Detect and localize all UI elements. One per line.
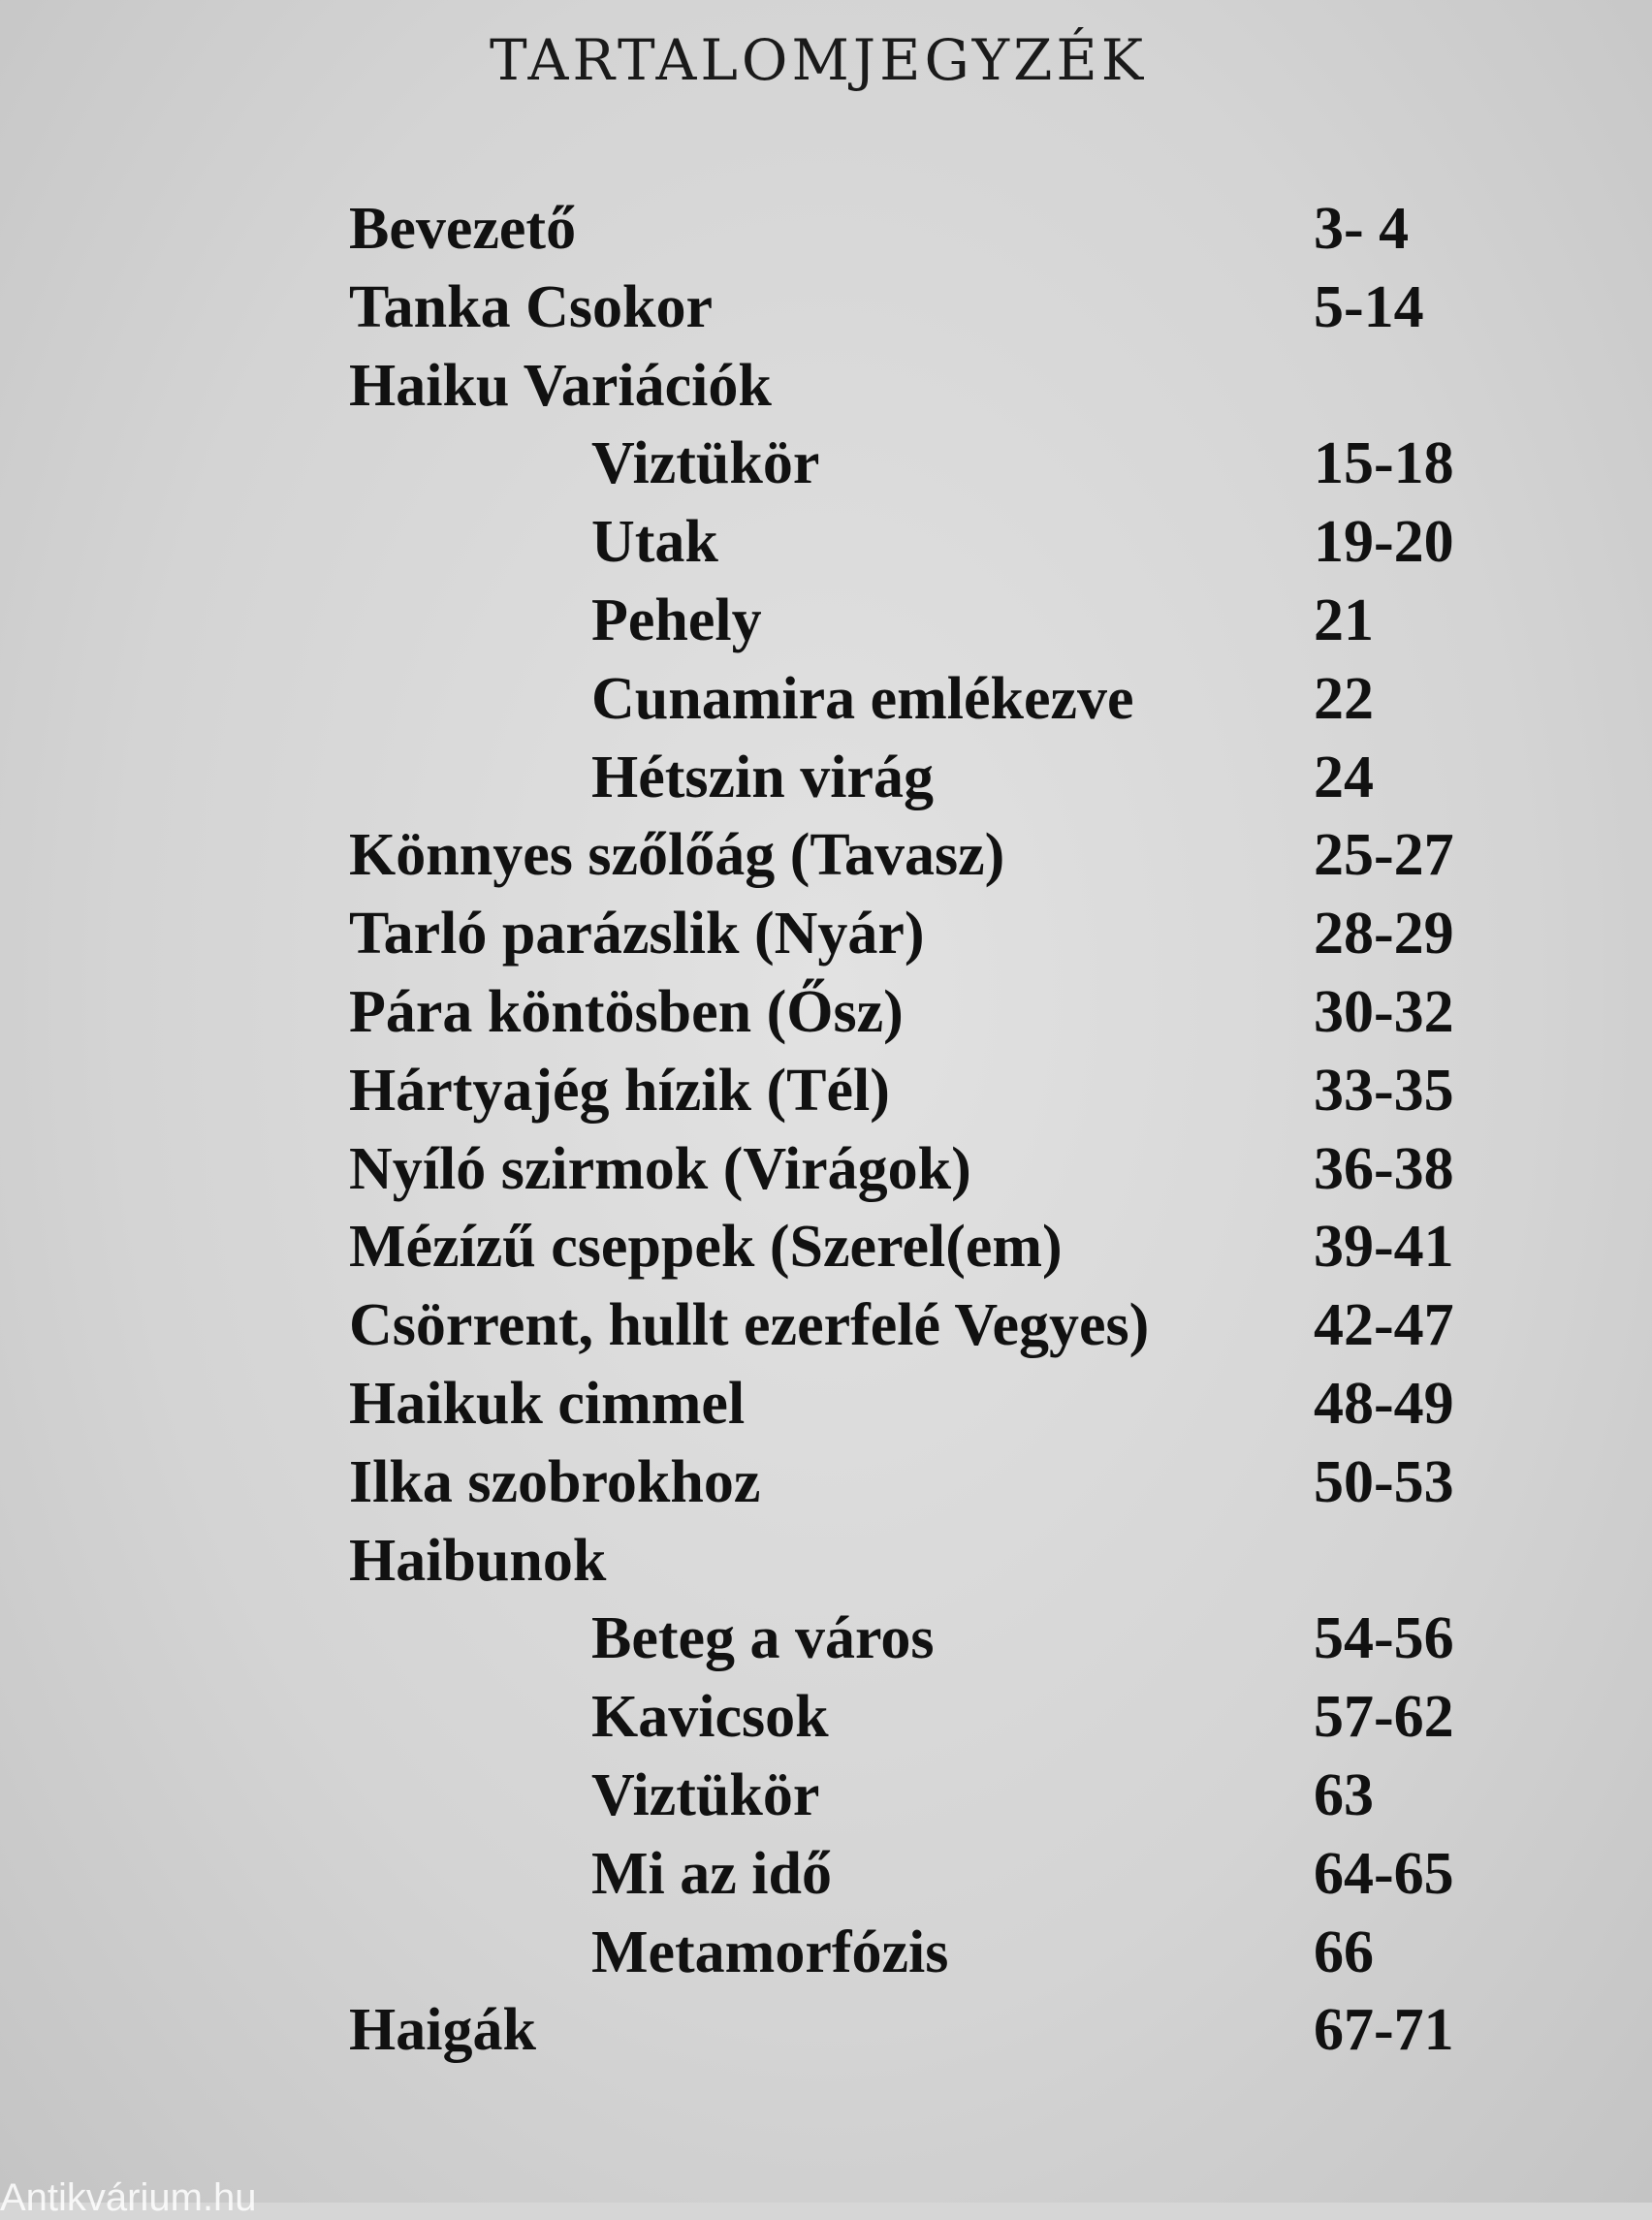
toc-entry [349,1443,1483,1522]
toc-entry-pages: 50-53 [1314,1448,1454,1515]
toc-entry-label: Haikuk cimmel [349,1370,746,1437]
toc-entry-label: Cunamira emlékezve [591,665,1134,732]
toc-entry [349,895,1483,973]
toc-entry-pages: 33-35 [1314,1057,1454,1124]
toc-entry-pages: 30-32 [1314,978,1454,1045]
toc-entry-label: Ilka szobrokhoz [349,1448,761,1515]
toc-entry-label: Pehely [591,587,762,653]
toc-entry-pages: 63 [1314,1761,1374,1828]
toc-entry-label: Bevezető [349,196,577,262]
toc-entry-pages: 21 [1314,587,1374,653]
toc-entry-label: Metamorfózis [591,1919,949,1985]
toc-entry-pages: 25-27 [1314,822,1454,889]
toc-subentry [349,1914,1483,1992]
toc-entry-pages: 67-71 [1314,1997,1454,2064]
toc-entry-label: Nyíló szirmok (Virágok) [349,1135,971,1202]
toc-entry-label: Mi az idő [591,1840,832,1907]
toc-entry-pages: 28-29 [1314,901,1454,967]
toc-entry-label: Kavicsok [591,1684,829,1751]
toc-entry-label: Tarló parázslik (Nyár) [349,901,925,967]
toc-entry [349,1208,1483,1286]
toc-entry-pages: 48-49 [1314,1370,1454,1437]
toc-entry-label: Mézízű cseppek (Szerel(em) [349,1214,1063,1281]
toc-entry-label: Tanka Csokor [349,273,714,340]
toc-entry [349,347,1483,426]
toc-entry-pages: 15-18 [1314,430,1454,497]
toc-entry-pages: 22 [1314,665,1374,732]
toc-entry [349,973,1483,1052]
toc-entry [349,190,1483,269]
toc-subentry [349,660,1483,739]
toc-subentry [349,503,1483,582]
toc-entry [349,816,1483,895]
toc-entry-label: Csörrent, hullt ezerfelé Vegyes) [349,1292,1150,1359]
toc-entry-pages: 19-20 [1314,509,1454,576]
toc-entry-label: Haibunok [349,1527,607,1594]
toc-subentry [349,425,1483,503]
toc-entry-pages: 54-56 [1314,1605,1454,1672]
toc-entry-label: Haigák [349,1997,536,2064]
toc-entry-label: Könnyes szőlőág (Tavasz) [349,822,1005,889]
toc-entry-pages: 64-65 [1314,1840,1454,1907]
toc-subentry [349,582,1483,660]
toc-entry-label: Beteg a város [591,1605,935,1672]
toc-entry [349,1365,1483,1443]
toc-entry [349,1991,1483,2070]
toc-entry-label: Haiku Variációk [349,352,772,419]
toc-entry-pages: 66 [1314,1919,1374,1985]
toc-entry [349,1522,1483,1601]
toc-subentry [349,1600,1483,1678]
toc-entry-pages: 5-14 [1314,273,1424,340]
toc-entry-label: Pára köntösben (Ősz) [349,978,904,1045]
toc-entry-label: Viztükör [591,430,820,497]
table-of-contents [349,190,1483,2070]
toc-subentry [349,739,1483,817]
toc-subentry [349,1757,1483,1835]
toc-entry-pages: 42-47 [1314,1292,1454,1359]
toc-entry-label: Utak [591,509,718,576]
toc-entry-pages: 39-41 [1314,1214,1454,1281]
watermark: Antikvárium.hu [0,2176,257,2219]
toc-entry-label: Hétszin virág [591,744,934,810]
toc-entry [349,269,1483,347]
toc-entry-pages: 57-62 [1314,1684,1454,1751]
toc-entry-label: Viztükör [591,1761,820,1828]
toc-subentry [349,1835,1483,1914]
toc-entry-pages: 3- 4 [1314,196,1410,262]
toc-entry [349,1052,1483,1130]
page-title: TARTALOMJEGYZÉK [489,27,1148,93]
toc-entry-label: Hártyajég hízik (Tél) [349,1057,890,1124]
toc-entry-pages: 36-38 [1314,1135,1454,1202]
toc-entry [349,1286,1483,1365]
toc-entry [349,1130,1483,1209]
toc-subentry [349,1678,1483,1757]
toc-entry-pages: 24 [1314,744,1374,810]
